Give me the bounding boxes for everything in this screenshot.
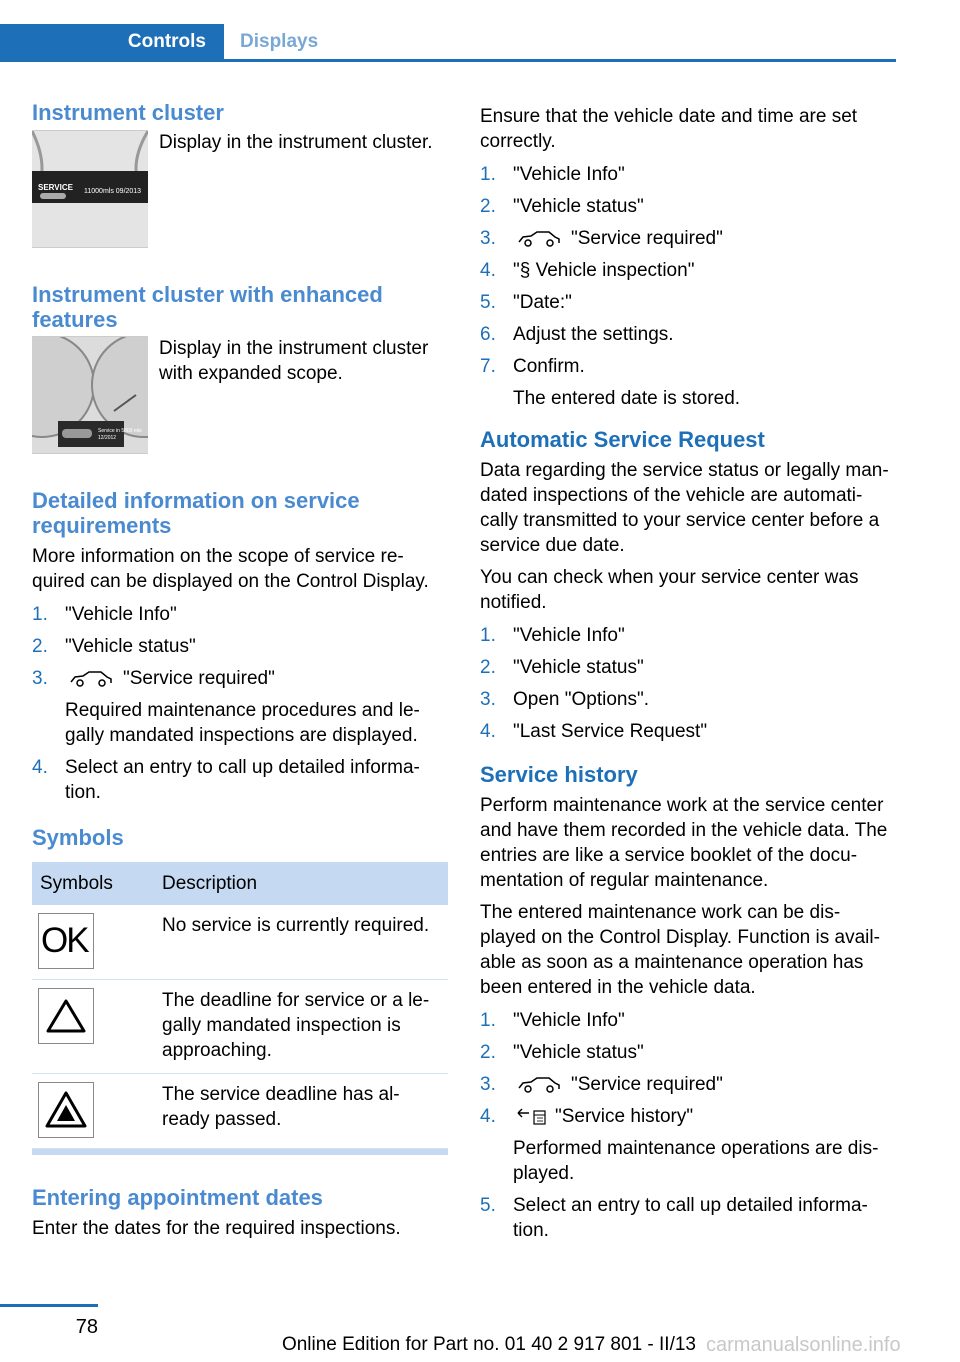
heading-service-history: Service history — [480, 762, 638, 787]
step-text: "Service required" — [571, 1074, 723, 1095]
step-number: 3. — [480, 1074, 496, 1095]
steps-detailed-info — [32, 602, 448, 805]
table-header-row — [32, 862, 448, 905]
list-item — [480, 258, 896, 283]
step-number: 1. — [32, 604, 48, 625]
right-column — [480, 104, 896, 1255]
step-number: 2. — [32, 636, 48, 657]
enhanced-cluster-image — [32, 336, 148, 454]
car-service-icon — [69, 670, 113, 688]
column-header-symbols: Symbols — [32, 862, 154, 905]
tab-controls[interactable]: Controls — [0, 24, 224, 59]
figure-enhanced-cluster — [32, 336, 448, 454]
step-number: 5. — [480, 292, 496, 313]
ok-icon-label: OK — [41, 921, 88, 960]
paragraph-asr-1: Data regarding the service status or legally man-dated inspections of the vehicle are automati-cally transmitted to your service center before a service due date. — [480, 460, 889, 556]
list-item — [480, 290, 896, 315]
step-text: "Vehicle Info" — [513, 625, 625, 646]
fig-date-text: 12/2012 — [98, 435, 117, 441]
symbols-table — [32, 862, 448, 1149]
heading-detailed-information: Detailed information on service requirements — [32, 488, 360, 538]
paragraph-entering-dates: Enter the dates for the required inspections. — [32, 1218, 401, 1239]
step-text: Select an entry to call up detailed informa-tion. — [65, 757, 420, 803]
step-text: Adjust the settings. — [513, 324, 674, 345]
list-item — [32, 755, 448, 805]
list-item — [480, 1040, 896, 1065]
list-item — [480, 719, 896, 744]
step-number: 4. — [32, 757, 48, 778]
step-number: 3. — [480, 689, 496, 710]
step-number: 3. — [480, 228, 496, 249]
step-number: 4. — [480, 260, 496, 281]
step-text: "Service required" — [571, 228, 723, 249]
caption-instrument-cluster: Display in the instrument cluster. — [159, 132, 433, 153]
step-text: "Service history" — [555, 1106, 694, 1127]
heading-automatic-service-request: Automatic Service Request — [480, 427, 765, 452]
step-number: 2. — [480, 1042, 496, 1063]
symbol-description: The service deadline has al-ready passed. — [154, 1074, 448, 1149]
heading-instrument-cluster: Instrument cluster — [32, 100, 224, 125]
watermark: carmanualsonline.info — [706, 1334, 901, 1356]
step-subtext: Performed maintenance operations are dis-played. — [513, 1138, 879, 1184]
car-service-icon — [517, 1076, 561, 1094]
list-item — [480, 162, 896, 187]
step-text: Confirm. — [513, 356, 585, 377]
list-item — [480, 655, 896, 680]
tab-bar — [0, 24, 896, 62]
list-item — [480, 322, 896, 347]
list-item — [480, 1193, 896, 1243]
paragraph-history-2: The entered maintenance work can be dis-played on the Control Display. Function is avail-able as soon as a maintenance operation has been entered in the vehicle data. — [480, 902, 880, 998]
service-history-icon — [517, 1107, 547, 1127]
paragraph-detailed-intro: More information on the scope of service re-quired can be displayed on the Control Display. — [32, 546, 429, 592]
step-text: "Date:" — [513, 292, 572, 313]
caption-enhanced-cluster: Display in the instrument cluster with expanded scope. — [159, 338, 429, 384]
steps-service-history — [480, 1008, 896, 1243]
symbol-description: No service is currently required. — [154, 905, 448, 980]
step-number: 1. — [480, 164, 496, 185]
instrument-cluster-image — [32, 130, 148, 248]
paragraph-ensure-date: Ensure that the vehicle date and time are set correctly. — [480, 106, 858, 152]
step-text: "Last Service Request" — [513, 721, 708, 742]
warning-outline-icon — [38, 988, 94, 1044]
list-item — [480, 687, 896, 712]
table-row — [32, 980, 448, 1074]
left-column — [32, 100, 448, 1248]
step-number: 7. — [480, 356, 496, 377]
step-text: "Service required" — [123, 668, 275, 689]
step-text: "Vehicle status" — [65, 636, 196, 657]
step-text: "Vehicle Info" — [513, 1010, 625, 1031]
table-row — [32, 1074, 448, 1149]
ok-icon — [38, 913, 94, 969]
step-text: "Vehicle status" — [513, 657, 644, 678]
list-item — [480, 226, 896, 251]
edition-text: Online Edition for Part no. 01 40 2 917 801 - II/13 — [281, 1334, 696, 1355]
steps-entering-dates — [480, 162, 896, 411]
column-header-description: Description — [154, 862, 448, 905]
step-number: 1. — [480, 1010, 496, 1031]
step-subtext: The entered date is stored. — [513, 388, 741, 409]
fig-service-text: SERVICE — [38, 183, 73, 192]
tab-displays[interactable]: Displays — [240, 31, 319, 52]
paragraph-history-1: Perform maintenance work at the service center and have them recorded in the vehicle data. The entries are like a service booklet of the docu-mentation of regular maintenance. — [480, 795, 888, 891]
warning-filled-icon — [38, 1082, 94, 1138]
paragraph-asr-2: You can check when your service center was notified. — [480, 567, 859, 613]
step-number: 4. — [480, 721, 496, 742]
heading-entering-dates: Entering appointment dates — [32, 1185, 323, 1210]
list-item — [32, 666, 448, 748]
fig-mileage-text: 11000mls 09/2013 — [84, 188, 142, 195]
step-text: "Vehicle status" — [513, 196, 644, 217]
step-number: 2. — [480, 657, 496, 678]
list-item — [32, 602, 448, 627]
step-number: 5. — [480, 1195, 496, 1216]
car-service-icon — [517, 230, 561, 248]
step-number: 6. — [480, 324, 496, 345]
table-end-bar — [32, 1149, 448, 1155]
figure-instrument-cluster — [32, 130, 448, 248]
step-text: "Vehicle Info" — [513, 164, 625, 185]
footer-rule — [0, 1304, 98, 1307]
step-number: 1. — [480, 625, 496, 646]
fig-service-in-text: Service in 5800 mls — [98, 428, 142, 434]
steps-asr — [480, 623, 896, 744]
list-item — [480, 1008, 896, 1033]
heading-symbols: Symbols — [32, 825, 124, 850]
list-item — [480, 623, 896, 648]
list-item — [480, 194, 896, 219]
page-number: 78 — [75, 1316, 98, 1338]
step-text: "§ Vehicle inspection" — [513, 260, 695, 281]
step-text: "Vehicle Info" — [65, 604, 177, 625]
step-number: 4. — [480, 1106, 496, 1127]
step-number: 3. — [32, 668, 48, 689]
step-text: Select an entry to call up detailed informa-tion. — [513, 1195, 868, 1241]
list-item — [480, 1072, 896, 1097]
step-subtext: Required maintenance procedures and le-gally mandated inspections are displayed. — [65, 700, 420, 746]
table-row — [32, 905, 448, 980]
step-text: "Vehicle status" — [513, 1042, 644, 1063]
step-number: 2. — [480, 196, 496, 217]
list-item — [32, 634, 448, 659]
list-item — [480, 1104, 896, 1186]
symbol-description: The deadline for service or a le-gally mandated inspection is approaching. — [154, 980, 448, 1074]
list-item — [480, 354, 896, 411]
step-text: Open "Options". — [513, 689, 650, 710]
heading-enhanced-features: Instrument cluster with enhanced features — [32, 282, 383, 332]
